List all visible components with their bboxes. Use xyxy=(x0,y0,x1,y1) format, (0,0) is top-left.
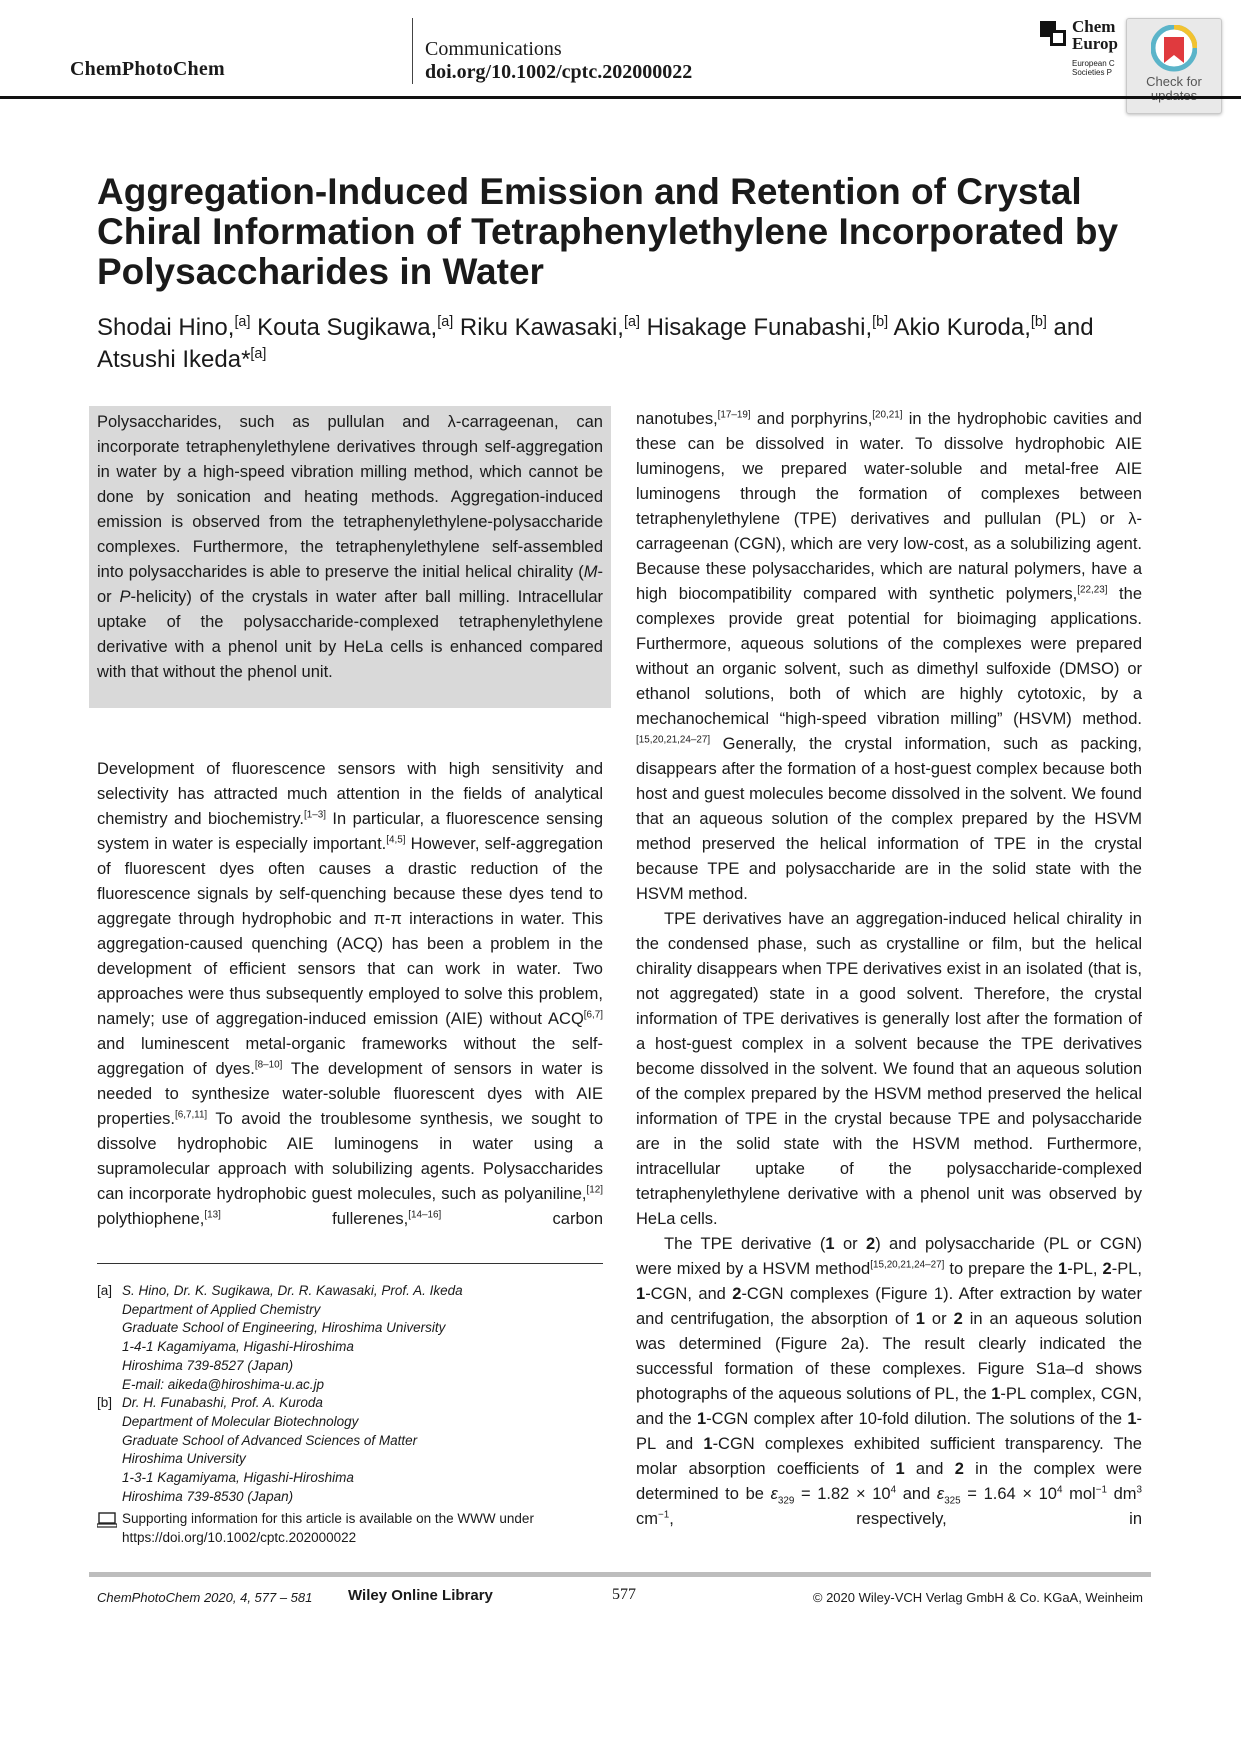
author-affiliation: [b] xyxy=(1030,314,1047,330)
affiliation-line: Hiroshima 739-8530 (Japan) xyxy=(122,1488,294,1504)
affiliation-line: Dr. H. Funabashi, Prof. A. Kuroda xyxy=(122,1395,323,1411)
logo-text-line3: European C xyxy=(1072,59,1115,68)
author-name: Kouta Sugikawa, xyxy=(257,314,438,341)
footnote-rule xyxy=(97,1263,603,1264)
body-text-left-column: Development of fluorescence sensors with high sensitivity and selectivity has attracted much attention in the fields of analytical chemistry and biochemistry.[1–3] In particular, a fluorescence sensing system in water is especially important.[4,5] However, self-aggregation of fluorescent dyes often causes a drastic reduction of the fluorescence signals by self-quenching because these dyes tend to aggregate through hydrophobic and π-π interactions in water. This aggregation-caused quenching (ACQ) has been a problem in the development of efficient sensors that can work in water. Two approaches were thus subsequently employed to solve this problem, namely; use of aggregation-induced emission (AIE) without ACQ[6,7] and luminescent metal-organic frameworks without the self-aggregation of dyes.[8–10] The development of sensors in water is needed to synthesize water-soluble fluorescent dyes with AIE properties.[6,7,11] To avoid the troublesome synthesis, we sought to dissolve hydrophobic AIE luminogens in water using a supramolecular approach with solubilizing agents. Polysaccharides can incorporate hydrophobic guest molecules, such as polyaniline,[12] polythiophene,[13] fullerenes,[14–16] carbon xyxy=(97,760,603,1228)
logo-text-line1: Chem xyxy=(1072,17,1116,36)
affiliation-a xyxy=(97,1282,617,1394)
logo-text-line2: Europ xyxy=(1072,34,1118,53)
logo-text-line4: Societies P xyxy=(1072,68,1113,77)
journal-name: ChemPhotoChem xyxy=(70,58,225,80)
page-number: 577 xyxy=(612,1586,636,1603)
citation: ChemPhotoChem 2020, 4, 577 – 581 xyxy=(97,1590,313,1605)
crossmark-icon xyxy=(1151,25,1197,75)
affiliation-line: Department of Applied Chemistry xyxy=(122,1301,321,1317)
author-affiliation: [a] xyxy=(623,314,640,330)
affiliation-line: 1-3-1 Kagamiyama, Higashi-Hiroshima xyxy=(122,1470,354,1486)
author-affiliation: [a] xyxy=(437,314,454,330)
affiliation-tag: [a] xyxy=(97,1283,113,1298)
affiliation-line: 1-4-1 Kagamiyama, Higashi-Hiroshima xyxy=(122,1339,354,1355)
doi-link[interactable]: doi.org/10.1002/cptc.202000022 xyxy=(425,61,693,83)
affiliation-b xyxy=(97,1394,617,1506)
author-affiliation: [a] xyxy=(234,314,251,330)
header-rule xyxy=(0,96,1241,99)
author-name: Riku Kawasaki, xyxy=(459,314,624,341)
author-list xyxy=(97,312,1177,376)
affiliation-line: Hiroshima University xyxy=(122,1451,246,1467)
affiliation-line: Hiroshima 739-8527 (Japan) xyxy=(122,1357,294,1373)
affiliation-line: Graduate School of Engineering, Hiroshima University xyxy=(122,1320,446,1336)
author-name: and Atsushi Ikeda* xyxy=(97,314,1094,373)
author-name: Hisakage Funabashi, xyxy=(646,314,873,341)
supporting-info-text[interactable]: Supporting information for this article is available on the WWW under https://doi.org/10.1002/cptc.202000022 xyxy=(122,1511,534,1546)
affiliations-footnote xyxy=(97,1282,617,1548)
wiley-online-library-link[interactable]: Wiley Online Library xyxy=(348,1587,493,1604)
copyright: © 2020 Wiley-VCH Verlag GmbH & Co. KGaA, Weinheim xyxy=(812,1590,1143,1605)
article-title: Aggregation-Induced Emission and Retention of Crystal Chiral Information of Tetraphenylethylene Incorporated by Polysaccharides in Water xyxy=(97,171,1119,292)
author-name: Shodai Hino, xyxy=(97,314,235,341)
email-link[interactable]: E-mail: aikeda@hiroshima-u.ac.jp xyxy=(122,1376,325,1392)
chemistry-europe-logo xyxy=(1040,18,1130,78)
badge-text-1: Check for xyxy=(1146,74,1202,89)
affiliation-line: Graduate School of Advanced Sciences of Matter xyxy=(122,1432,418,1448)
affiliation-line: Department of Molecular Biotechnology xyxy=(122,1413,359,1429)
computer-icon xyxy=(97,1512,117,1534)
supporting-info-note xyxy=(97,1510,617,1547)
author-affiliation: [b] xyxy=(872,314,889,330)
footer-rule xyxy=(89,1572,1151,1577)
affiliation-line: S. Hino, Dr. K. Sugikawa, Dr. R. Kawasaki, Prof. A. Ikeda xyxy=(122,1283,463,1298)
abstract-text: Polysaccharides, such as pullulan and λ-carrageenan, can incorporate tetraphenylethylene derivatives through self-aggregation in water by a high-speed vibration milling method, which cannot be done by sonication and heating methods. Aggregation-induced emission is observed from the tetraphenylethylene-polysaccharide complexes. Furthermore, the tetraphenylethylene self-assembled into polysaccharides is able to preserve the initial helical chirality (M- or P-helicity) of the crystals in water after ball milling. Intracellular uptake of the polysaccharide-complexed tetraphenylethylene derivative with a phenol unit by HeLa cells is enhanced compared with that without the phenol unit. xyxy=(97,413,603,681)
affiliation-tag: [b] xyxy=(97,1395,113,1411)
logo-square-outline-icon xyxy=(1050,30,1066,46)
section-type: Communications xyxy=(425,38,562,60)
check-for-updates-badge[interactable] xyxy=(1126,18,1222,114)
header-divider xyxy=(412,18,413,84)
author-affiliation: [a] xyxy=(250,346,267,362)
author-name: Akio Kuroda, xyxy=(893,314,1031,341)
body-text-right-column: nanotubes,[17–19] and porphyrins,[20,21] in the hydrophobic cavities and these can be dissolved in water. To dissolve hydrophobic AIE luminogens, we prepared water-soluble and metal-free AIE luminogens through the formation of complexes between tetraphenylethylene (TPE) derivatives and pullulan (PL) or λ-carrageenan (CGN), which are very low-cost, as a solubilizing agent. Because these polysaccharides, which are natural polymers, have a high biocompatibility compared with synthetic polymers,[22,23] the complexes provide great potential for bioimaging applications. Furthermore, aqueous solutions of the complexes were prepared without an organic solvent, such as dimethyl sulfoxide (DMSO) or ethanol solutions, both of which are highly cytotoxic, by a mechanochemical “high-speed vibration milling” (HSVM) method.[15,20,21,24–27] Generally, the crystal information, such as packing, disappears after the formation of a host-guest complex because both host and guest molecules become dissolved in the solvent. We found that an aqueous solution of the complex prepared by the HSVM method preserved the helical information of TPE in the crystal because TPE and polysaccharide are in the solid state with the HSVM method. TPE derivatives have an aggregation-induced helical chirality in the condensed phase, such as crystalline or film, but the helical chirality disappears when TPE derivatives exist in an isolated (that is, not aggregated) state in a good solvent. Therefore, the crystal information of TPE derivatives is generally lost after the formation of a host-guest complex in a solvent because the TPE derivatives become dissolved in the solvent. We found that an aqueous solution of the complex prepared by the HSVM method preserved the helical information of TPE in the crystal because TPE and polysaccharide are in the solid state with the HSVM method. Furthermore, intracellular uptake of the polysaccharide-complexed tetraphenylethylene derivative with a phenol unit was observed by HeLa cells. The TPE derivative (1 or 2) and polysaccharide (PL or CGN) were mixed by a HSVM method[15,20,21,24–27] to prepare the 1-PL, 2-PL, 1-CGN, and 2-CGN complexes (Figure 1). After extraction by water and centrifugation, the absorption of 1 or 2 in an aqueous solution was determined (Figure 2a). The result clearly indicated the successful formation of these complexes. Figure S1a–d shows photographs of the aqueous solutions of PL, the 1-PL complex, CGN, and the 1-CGN complex after 10-fold dilution. The solutions of the 1-PL and 1-CGN complexes exhibited sufficient transparency. The molar absorption coefficients of 1 and 2 in the complex were determined to be $\varepsilon_{329} = 1.82 \times 10^4$ and $\varepsilon_{325} = 1.64 \times 10^4$ mol$^{-1}$ $dm^3$ $cm^{-1}$, respectively, in xyxy=(636,409,1143,1528)
